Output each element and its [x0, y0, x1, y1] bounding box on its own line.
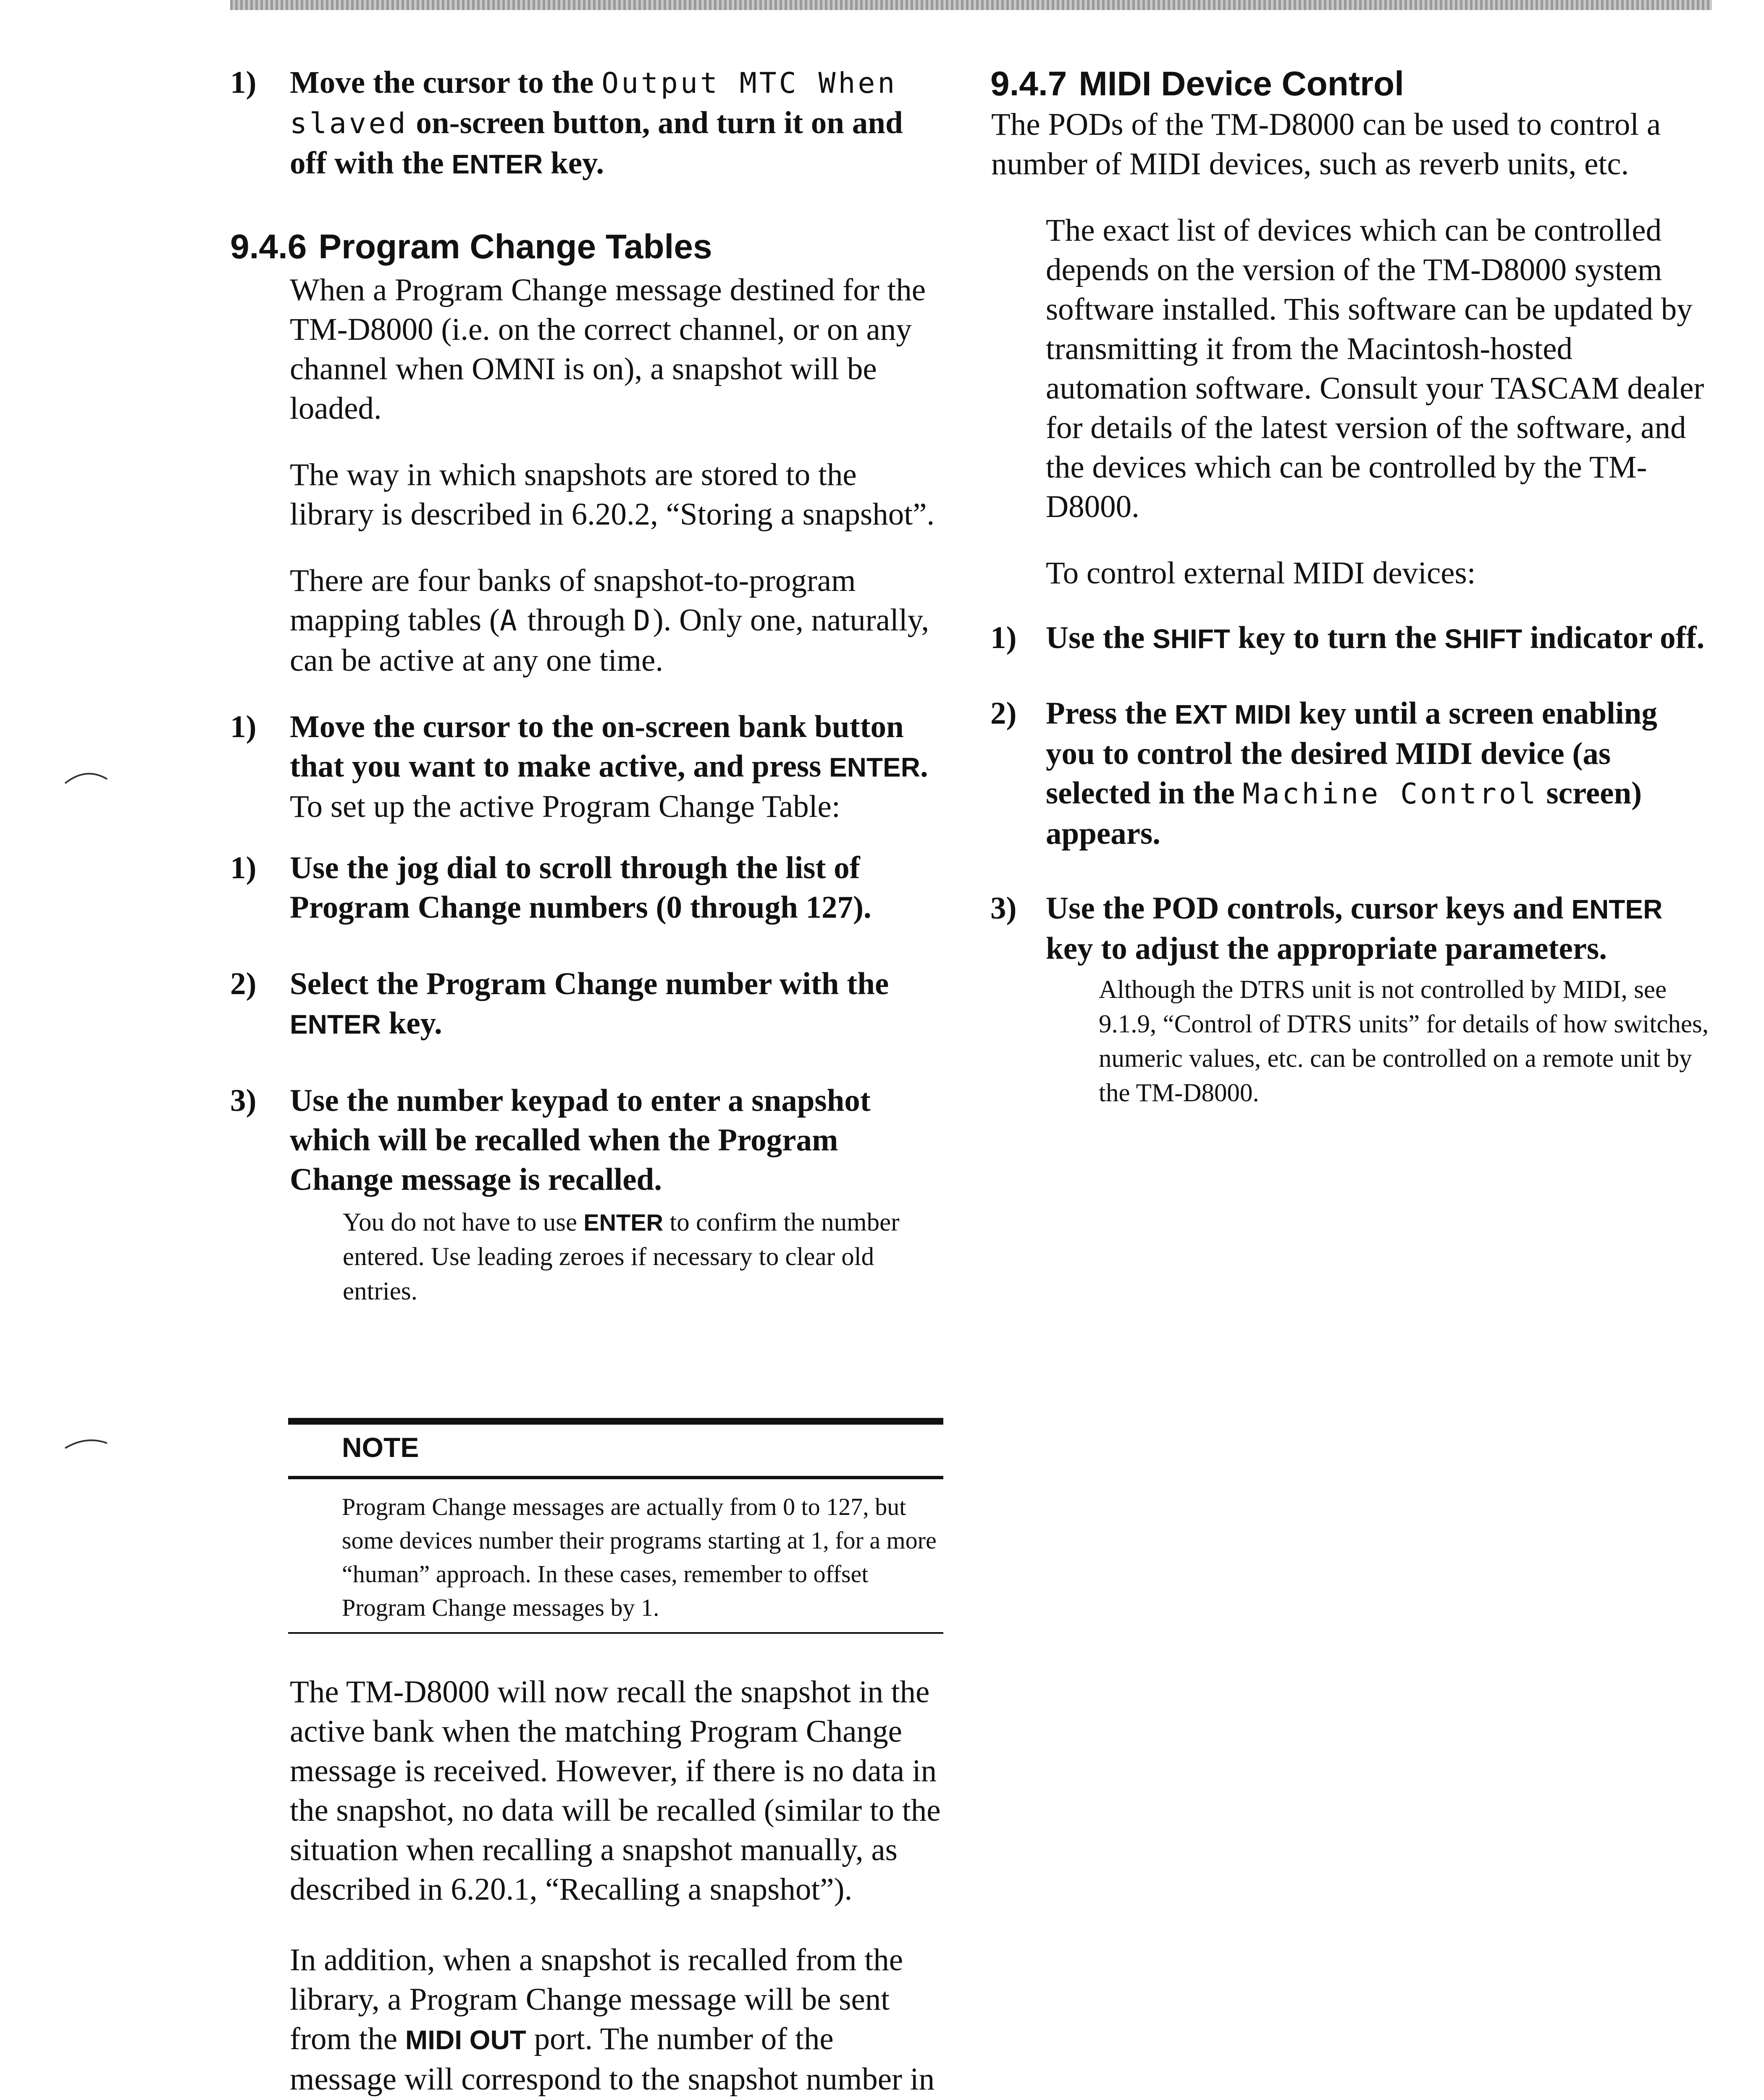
- top-scan-bar: [230, 0, 1712, 10]
- enter-key-label: ENTER: [452, 149, 543, 179]
- step-number: 2): [230, 966, 257, 1001]
- bank-label: A: [499, 604, 520, 638]
- step-number: 1): [230, 709, 257, 744]
- step-number-keypad: 3) Use the number keypad to enter a snapshot which will be recalled when the Program Change message is recalled.: [230, 1081, 944, 1200]
- recall-paragraph-block: [290, 1672, 945, 2100]
- step-shift-off: 1) Use the SHIFT key to turn the SHIFT indicator off.: [990, 618, 1713, 659]
- paragraph: To set up the active Program Change Table:: [290, 789, 840, 824]
- section-title: MIDI Device Control: [1079, 65, 1404, 103]
- paragraph: The way in which snapshots are stored to the library is described in 6.20.2, “Storing a snapshot”.: [290, 457, 935, 532]
- margin-punch-mark: [63, 1436, 109, 1452]
- enter-key-label: ENTER: [829, 752, 920, 782]
- step-number: 1): [990, 620, 1017, 655]
- step-ext-midi: 2) Press the EXT MIDI key until a screen enabling you to control the desired MIDI device (as selected in the Machine Control screen) appears.: [990, 694, 1713, 853]
- note-top-rule: [288, 1418, 943, 1425]
- paragraph: In addition, when a snapshot is recalled from the library, a Program Change message will be sent from the MIDI OUT port. The number of the message will correspond to the snapshot number in: [290, 1942, 935, 2097]
- step-number: 3): [990, 891, 1017, 926]
- section-title: Program Change Tables: [318, 228, 712, 266]
- enter-key-label: ENTER: [583, 1209, 664, 1236]
- enter-key-label: ENTER: [290, 1009, 381, 1040]
- right-column: [990, 63, 1713, 1110]
- step-note: You do not have to use ENTER to confirm the number entered. Use leading zeroes if necessary to clear old entries.: [343, 1208, 900, 1305]
- shift-key-label: SHIFT: [1152, 624, 1230, 654]
- paragraph: To control external MIDI devices:: [1046, 556, 1476, 591]
- step-output-mtc: [230, 63, 944, 184]
- screen-button-name: Output MTC When slaved: [290, 67, 898, 140]
- note-divider: [288, 1476, 943, 1479]
- bank-label: D: [633, 604, 653, 638]
- paragraph: There are four banks of snapshot-to-program mapping tables (A through D). Only one, naturally, can be active at any one time.: [290, 563, 929, 678]
- step-jog-dial: 1) Use the jog dial to scroll through the list of Program Change numbers (0 through 127).: [230, 848, 944, 927]
- ext-midi-key-label: EXT MIDI: [1174, 699, 1292, 730]
- section-heading-946: [230, 226, 944, 268]
- enter-key-label: ENTER: [1571, 894, 1663, 924]
- midi-out-port-label: MIDI OUT: [405, 2025, 526, 2055]
- section-number: 9.4.6: [230, 228, 307, 266]
- note-box: [288, 1418, 943, 1634]
- paragraph: When a Program Change message destined for the TM-D8000 (i.e. on the correct channel, or on any channel when OMNI is on), a snapshot will be loaded.: [290, 273, 926, 426]
- section-heading-947: [990, 63, 1713, 105]
- step-select-bank: 1) Move the cursor to the on-screen bank button that you want to make active, and press ENTER.: [230, 707, 944, 787]
- step-pod-controls: 3) Use the POD controls, cursor keys and ENTER key to adjust the appropriate parameters.: [990, 889, 1713, 969]
- note-bottom-rule: [288, 1632, 943, 1634]
- step-text: on-screen button, and turn it on and off with the: [290, 105, 903, 181]
- note-label: NOTE: [342, 1432, 419, 1463]
- step-number: 2): [990, 696, 1017, 731]
- note-body: Program Change messages are actually from 0 to 127, but some devices number their programs starting at 1, for a more “human” approach. In these cases, remember to offset Program Change messages by 1.: [342, 1493, 937, 1621]
- section-number: 9.4.7: [990, 65, 1067, 103]
- step-select-number: 2) Select the Program Change number with the ENTER key.: [230, 964, 944, 1044]
- step-number: 1): [230, 65, 257, 100]
- step-text: key.: [543, 146, 604, 181]
- left-column: [230, 63, 944, 1309]
- paragraph: The PODs of the TM-D8000 can be used to control a number of MIDI devices, such as reverb units, etc.: [991, 107, 1661, 181]
- step-note: Although the DTRS unit is not controlled by MIDI, see 9.1.9, “Control of DTRS units” for details of how switches, numeric values, etc. can be controlled on a remote unit by the TM-D8000.: [1099, 976, 1709, 1107]
- step-text: Move the cursor to the: [290, 65, 602, 100]
- shift-indicator-label: SHIFT: [1444, 624, 1522, 654]
- paragraph: The exact list of devices which can be controlled depends on the version of the TM-D8000 system software installed. This software can be updated by transmitting it from the Macintosh-hosted automation software. Consult your TASCAM dealer for details of the latest version of the software, and the devices which can be controlled by the TM-D8000.: [1046, 213, 1704, 524]
- margin-punch-mark: [63, 769, 109, 785]
- paragraph: The TM-D8000 will now recall the snapshot in the active bank when the matching Program Change message is received. However, if there is no data in the snapshot, no data will be recalled (similar to the situation when recalling a snapshot manually, as described in 6.20.1, “Recalling a snapshot”).: [290, 1675, 941, 1907]
- screen-name: Machine Control: [1242, 777, 1538, 811]
- step-number: 3): [230, 1083, 257, 1118]
- step-number: 1): [230, 850, 257, 885]
